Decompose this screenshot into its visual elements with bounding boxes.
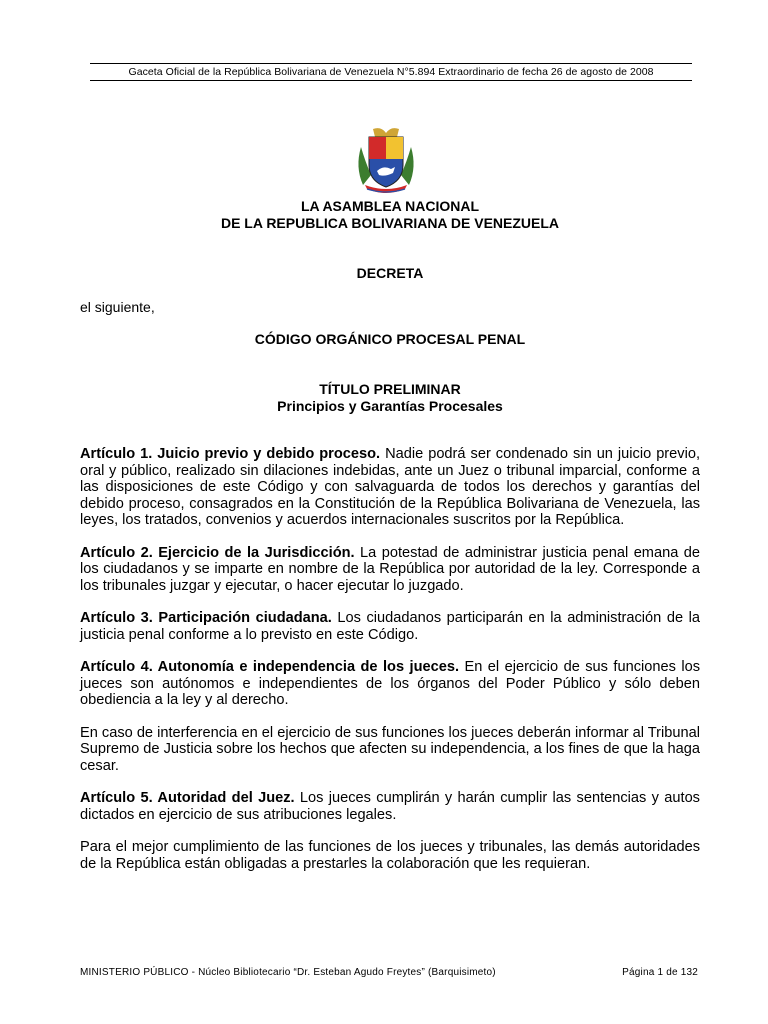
article-heading: Artículo 3. Participación ciudadana. <box>80 610 332 626</box>
article-text: Para el mejor cumplimiento de las funciones de los jueces y tribunales, las demás autoridades de la República están obligadas a prestarles la colaboración que les requieran. <box>80 839 700 872</box>
article-4-paragraph-2 <box>80 725 700 775</box>
article-heading: Artículo 5. Autoridad del Juez. <box>80 790 295 806</box>
code-title: CÓDIGO ORGÁNICO PROCESAL PENAL <box>254 331 526 347</box>
shield-red <box>369 137 386 159</box>
article-3 <box>80 610 700 643</box>
gazette-line: Gaceta Oficial de la República Bolivariana de Venezuela N°5.894 Extraordinario de fecha 26 de agosto de 2008 <box>128 66 654 78</box>
article-text: En el ejercicio de sus funciones los jueces son autónomos e independientes de los órganos del Poder Público y sólo deben obediencia a la ley y al derecho. <box>80 659 700 708</box>
article-5 <box>80 790 700 823</box>
article-5-paragraph-2 <box>80 839 700 872</box>
cornucopia <box>373 128 399 137</box>
page-number: Página 1 de 132 <box>622 967 698 978</box>
article-1 <box>80 446 700 529</box>
intro-text: el siguiente, <box>80 299 155 315</box>
titulo-heading: TÍTULO PRELIMINAR <box>319 381 461 397</box>
article-text: Los jueces cumplirán y harán cumplir las sentencias y autos dictados en ejercicio de sus atribuciones legales. <box>80 790 700 823</box>
article-text: Los ciudadanos participarán en la administración de la justicia penal conforme a lo previsto en este Código. <box>80 610 700 643</box>
coat-of-arms-icon <box>355 127 417 195</box>
title-line-2: DE LA REPUBLICA BOLIVARIANA DE VENEZUELA <box>220 215 560 231</box>
footer-source: MINISTERIO PÚBLICO - Núcleo Bibliotecario “Dr. Esteban Agudo Freytes” (Barquisimeto) <box>80 967 496 978</box>
article-heading: Artículo 1. Juicio previo y debido proceso. <box>80 446 381 462</box>
header-rule-bottom <box>90 80 692 81</box>
article-heading: Artículo 2. Ejercicio de la Jurisdicción. <box>80 544 355 561</box>
shield-yellow <box>386 137 403 159</box>
article-text: En caso de interferencia en el ejercicio de sus funciones los jueces deberán informar al Tribunal Supremo de Justicia sobre los hechos que afecten su independencia, a los fines de que la haga cesar. <box>80 724 700 774</box>
article-text: La potestad de administrar justicia penal emana de los ciudadanos y se imparte en nombre de la República por autoridad de la ley. Corresponde a los tribunales juzgar y ejecutar, o hacer ejecutar lo juzgado. <box>80 544 700 594</box>
decreta-heading: DECRETA <box>356 265 424 281</box>
article-2 <box>80 545 700 595</box>
gazette-header <box>90 63 692 81</box>
articles-body <box>80 446 700 888</box>
article-heading: Artículo 4. Autonomía e independencia de los jueces. <box>80 659 460 675</box>
article-4 <box>80 659 700 709</box>
article-text: Nadie podrá ser condenado sin un juicio previo, oral y público, realizado sin dilaciones indebidas, ante un Juez o tribunal imparcial, conforme a las disposiciones de este Código y con salvaguarda de todos los derechos y garantías del debido proceso, consagrados en la Constitución de la República Bolivariana de Venezuela, las leyes, los tratados, convenios y acuerdos internacionales suscritos por la República. <box>80 446 700 528</box>
page-footer <box>80 967 698 978</box>
title-line-1: LA ASAMBLEA NACIONAL <box>300 198 480 214</box>
titulo-subheading: Principios y Garantías Procesales <box>277 398 503 414</box>
